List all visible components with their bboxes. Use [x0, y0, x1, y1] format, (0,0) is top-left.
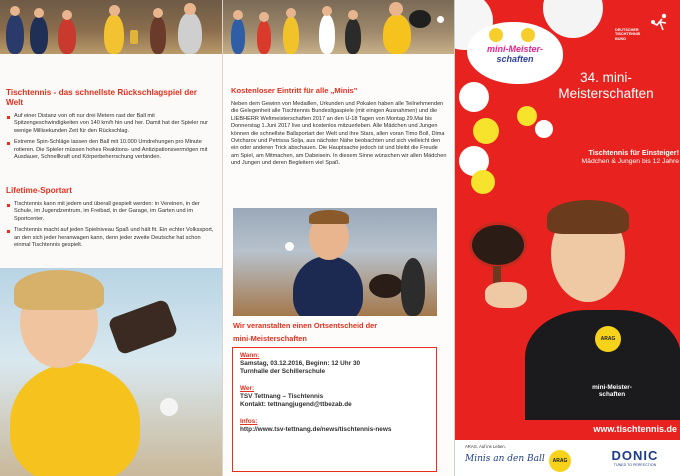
- dtb-line-2: TISCHTENNIS: [615, 32, 641, 37]
- ball-decoration: [543, 0, 603, 38]
- section-free-entry: [231, 86, 447, 168]
- list-item: Tischtennis kann mit jedem und überall gespielt werden: in Vereinen, in der Schule, im Jugendzentrum, im Freibad, in der Garage, im Garten und im Sportcenter.: [6, 201, 216, 223]
- ball-decoration: [473, 118, 499, 144]
- section-speed: [6, 88, 216, 165]
- section-speed-list: [6, 113, 216, 161]
- shirt-logo: [579, 384, 645, 398]
- logo-line-2: schaften: [496, 54, 534, 64]
- who-label: Wer:: [240, 384, 255, 392]
- tagline: [525, 148, 679, 166]
- arag-logo-text: ARAG: [552, 458, 568, 464]
- event-heading-line1: Wir veranstalten einen Ortsentscheid der: [233, 321, 378, 330]
- table-tennis-player-icon: [649, 12, 671, 34]
- list-item: Extreme Spin-Schläge lassen den Ball mit 10.000 Umdrehungen pro Minute rotieren. Die Spieler müssen hohes Reaktions- und Antizipationsvermögen mit Ausdauer, Schnellkraft und Körperbeherrschung verbinden.: [6, 139, 216, 161]
- when-location: Turnhalle der Schillerschule: [240, 368, 326, 376]
- right-panel: [454, 0, 680, 476]
- website-url[interactable]: www.tischtennis.de: [593, 424, 677, 434]
- infos-url[interactable]: http://www.tsv-tettnang.de/news/tischtennis-news: [240, 425, 392, 433]
- donic-logo: [593, 449, 677, 468]
- logo-line-1: mini-Meister-: [486, 44, 543, 54]
- title-line-2: Meisterschaften: [558, 86, 654, 101]
- sponsor-small-text: ARAG. Auf ins Leben.: [465, 444, 506, 449]
- arag-logo: [549, 450, 571, 472]
- event-heading-line2: mini-Meisterschaften: [233, 334, 307, 343]
- arag-badge: [595, 326, 621, 352]
- shirt-logo-line-1: mini-Meister-: [592, 384, 632, 391]
- paddle-icon: [469, 222, 527, 268]
- section-lifetime-heading: Lifetime-Sportart: [6, 186, 72, 195]
- tagline-line-1: Tischtennis für Einsteiger!: [588, 148, 679, 157]
- section-lifetime: [6, 186, 216, 253]
- list-item: Tischtennis macht auf jeden Spielniveau Spaß und hält fit. Ein echter Volkssport, an den sich jeder heranwagen kann, denn jeder zweite Deutsche hat schon einmal Tischtennis gespielt.: [6, 227, 216, 249]
- when-label: Wann:: [240, 352, 260, 359]
- ball-decoration: [535, 120, 553, 138]
- who-contact[interactable]: Kontakt: tettnangjugend@ttbezab.de: [240, 401, 352, 409]
- page-title: [535, 70, 677, 102]
- dtb-logo: [615, 12, 675, 48]
- sponsor-footer: [455, 440, 680, 476]
- children-photo: [223, 0, 454, 54]
- left-panel: [0, 0, 222, 476]
- event-info-box: [232, 347, 437, 472]
- boy-player-photo: [233, 208, 437, 316]
- section-lifetime-list: [6, 201, 216, 249]
- when-date: Samstag, 03.12.2016, Beginn: 12 Uhr 30: [240, 360, 361, 367]
- ball-decoration: [471, 170, 495, 194]
- event-heading: [233, 321, 447, 344]
- ball-decoration: [517, 106, 537, 126]
- boy-hero-photo: [455, 198, 680, 420]
- section-speed-heading: Tischtennis - das schnellste Rückschlagspiel der Welt: [6, 88, 197, 107]
- sponsor-slogan: Minis an den Ball: [465, 454, 545, 464]
- paddle-icon: [369, 274, 403, 298]
- girl-player-photo: [0, 268, 222, 476]
- dtb-line-1: DEUTSCHER: [615, 28, 639, 32]
- trophy-icon: [130, 30, 138, 44]
- arag-badge-text: ARAG: [600, 336, 616, 342]
- dtb-line-3: BUND: [615, 36, 626, 41]
- shirt-logo-line-2: schaften: [598, 391, 626, 398]
- donic-wordmark: DONIC: [611, 448, 659, 463]
- paddle-icon: [107, 299, 178, 356]
- award-ceremony-photo: [0, 0, 222, 54]
- tagline-line-2: Mädchen & Jungen bis 12 Jahre: [581, 158, 679, 165]
- title-line-1: 34. mini-: [580, 70, 632, 85]
- list-item: Auf einer Distanz von oft nur drei Metern rast der Ball mit Spitzengeschwindigkeiten von 140 km/h hin und her. Damit hat der Spieler nur wenige Millisekunden Zeit für den Rückschlag.: [6, 113, 216, 135]
- free-entry-heading: Kostenloser Eintritt für alle „Minis": [231, 86, 358, 95]
- who-club: TSV Tettnang – Tischtennis: [240, 392, 324, 400]
- ball-decoration: [459, 82, 489, 112]
- infos-label: Infos:: [240, 417, 258, 425]
- free-entry-paragraph: Neben dem Gewinn von Medaillen, Urkunden und Pokalen haben alle Teilnehmenden die Gelegenheit alle Tischtennis Bundesligaspiele (mit einigen Ausnahmen) und die LIEBHERR Weltmeisterschaften 2017 an den U-18 Tagen von Montag 29.Mai bis Donnerstag 1.Juni 2017 live und kostenlos mitzuerleben. Alle Mädchen und Jungen können die schnellste Ballsportart der Welt und ihre Stars, allen voran Timo Boll, Dima Ovtcharov und Petrissa Solja, aus nächster Nähe beobachten und sich vielleicht den ein oder anderen Trick abschauen. Die Hauptsache jedoch ist und bleibt die Freude am Spiel, am Mitmachen, am Dabeisein. In diesem Sinne wünschen wir allen Mädchen und Jungen und deren Begleitern viel Spaß.: [231, 101, 447, 167]
- donic-subtitle: TUNED TO PERFECTION: [613, 463, 657, 467]
